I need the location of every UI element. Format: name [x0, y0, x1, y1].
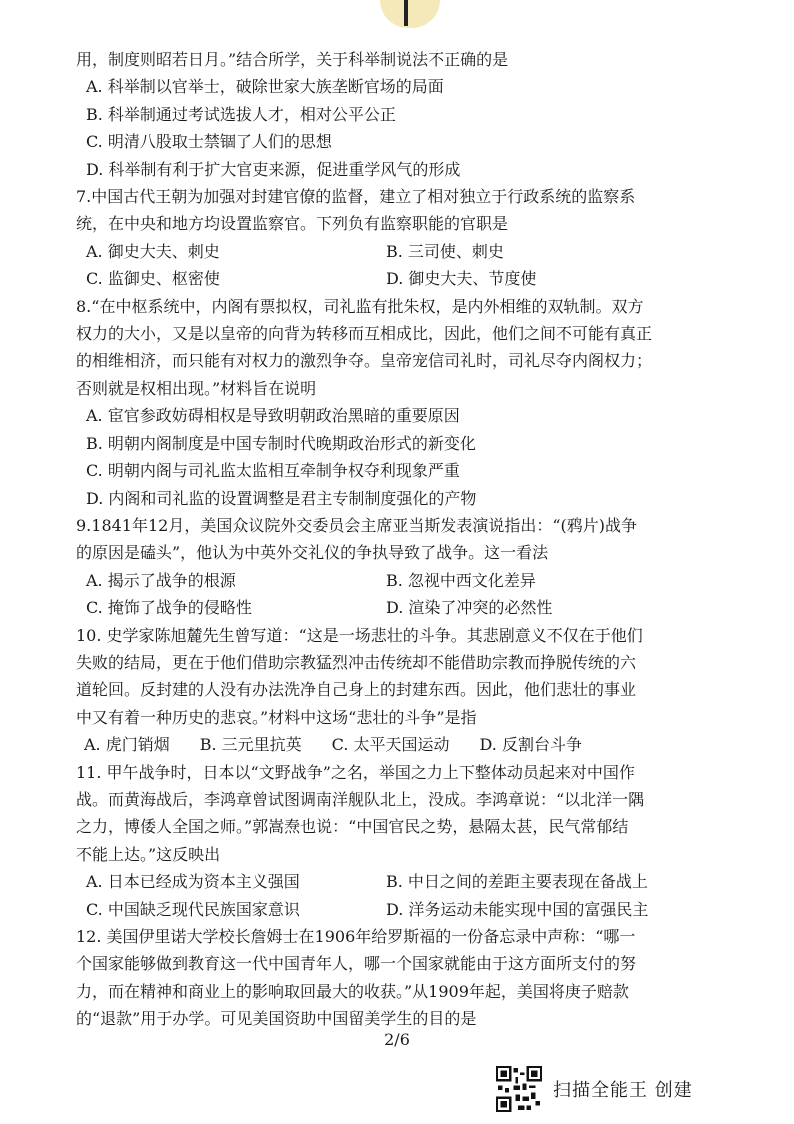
q8-stem-line: 8.“在中枢系统中，内阁有票拟权，司礼监有批朱权，是内外相维的双轨制。双方: [76, 296, 644, 316]
q10-options-row: [76, 731, 716, 758]
scan-mark: [404, 0, 408, 26]
q10-stem-line: 中又有着一种历史的悲哀。”材料中这场“悲壮的斗争”是指: [76, 707, 477, 727]
q11-option-d: D. 洋务运动未能实现中国的富强民主: [386, 899, 649, 919]
q9-options-row: [76, 594, 716, 621]
q6-option-a: A. 科举制以官举士，破除世家大族垄断官场的局面: [86, 77, 444, 97]
q10-option-b: B. 三元里抗英: [199, 735, 302, 755]
q8-stem-line: 否则就是权相出现。”材料旨在说明: [76, 378, 317, 398]
q12-stem-line: 力，而在精神和商业上的影响取回最大的收获。”从1909年起，美国将庚子赔款: [76, 981, 629, 1001]
q11-stem-line: 之力，博倭人全国之师。”郭嵩焘也说：“中国官民之势，悬隔太甚，民气常郁结: [76, 817, 629, 837]
q9-option-d: D. 渲染了冲突的必然性: [386, 598, 553, 618]
q11-options-row: [76, 896, 716, 923]
q9-option-c: C. 掩饰了战争的侵略性: [86, 598, 252, 618]
q6-option-b: B. 科举制通过考试选拔人才，相对公平公正: [86, 104, 396, 124]
q10-option-c: C. 太平天国运动: [331, 735, 450, 755]
question-6: [76, 46, 716, 183]
q11-option-b: B. 中日之间的差距主要表现在备战上: [386, 872, 648, 892]
q11-stem-line: 战。而黄海战后，李鸿章曾试图调南洋舰队北上，没成。李鸿章说：“以北洋一隅: [76, 789, 645, 809]
q11-stem-line: 11. 甲午战争时，日本以“文野战争”之名，举国之力上下整体动员起来对中国作: [76, 762, 635, 782]
q8-option-d: D. 内阁和司礼监的设置调整是君主专制制度强化的产物: [86, 488, 477, 508]
q8-stem-line: 的相维相济，而只能有对权力的激烈争夺。皇帝宠信司礼时，司礼尽夺内阁权力；: [76, 351, 653, 371]
q9-stem-line: 的原因是磕头”，他认为中英外交礼仪的争执导致了战争。这一看法: [76, 543, 549, 563]
q7-option-c: C. 监御史、枢密使: [86, 269, 220, 289]
exam-page: [76, 46, 716, 1033]
q8-option-b: B. 明朝内阁制度是中国专制时代晚期政治形式的新变化: [86, 433, 476, 453]
q8-option-c: C. 明朝内阁与司礼监太监相互牵制争权夺利现象严重: [86, 461, 460, 481]
q10-stem-line: 失败的结局，更在于他们借助宗教猛烈冲击传统却不能借助宗教而挣脱传统的六: [76, 652, 637, 672]
q9-option-b: B. 忽视中西文化差异: [386, 570, 536, 590]
q6-option-d: D. 科举制有利于扩大官吏来源，促进重学风气的形成: [86, 159, 461, 179]
q6-stem-tail: 用，制度则昭若日月。”结合所学，关于科举制说法不正确的是: [76, 50, 509, 69]
scan-smudge: [380, 0, 440, 28]
page-number: 2/6: [384, 1030, 410, 1049]
question-11: [76, 759, 716, 923]
q12-stem-line: 12. 美国伊里诺大学校长詹姆士在1906年给罗斯福的一份备忘录中声称：“哪一: [76, 927, 636, 946]
qr-code-icon: [496, 1066, 542, 1112]
question-10: [76, 622, 716, 759]
q10-option-a: A. 虎门销烟: [84, 735, 170, 755]
q7-options-row: [76, 265, 716, 292]
q10-option-d: D. 反割台斗争: [479, 735, 582, 755]
q7-stem-line: 7.中国古代王朝为加强对封建官僚的监督，建立了相对独立于行政系统的监察系: [76, 187, 636, 207]
q7-option-b: B. 三司使、刺史: [386, 241, 504, 261]
question-12: [76, 923, 716, 1033]
q11-stem-line: 不能上达。”这反映出: [76, 844, 221, 864]
q7-options-row: [76, 238, 716, 265]
q8-option-a: A. 宦官参政妨碍相权是导致明朝政治黑暗的重要原因: [86, 406, 460, 426]
q10-stem-line: 道轮回。反封建的人没有办法洗净自己身上的封建东西。因此，他们悲壮的事业: [76, 680, 637, 700]
q11-option-c: C. 中国缺乏现代民族国家意识: [86, 899, 300, 919]
question-8: [76, 293, 716, 512]
q10-stem-line: 10. 史学家陈旭麓先生曾写道：“这是一场悲壮的斗争。其悲剧意义不仅在于他们: [76, 625, 643, 645]
q7-stem-line: 统，在中央和地方均设置监察官。下列负有监察职能的官职是: [76, 214, 509, 234]
q8-stem-line: 权力的大小，又是以皇帝的向背为转移而互相成比，因此，他们之间不可能有真正: [76, 324, 653, 344]
scanner-watermark: 扫描全能王 创建: [553, 1080, 693, 1101]
question-9: [76, 512, 716, 622]
question-7: [76, 183, 716, 293]
q12-stem-line: 个国家能够做到教育这一代中国青年人，哪一个国家就能由于这方面所支付的努: [76, 954, 637, 974]
q7-option-d: D. 御史大夫、节度使: [386, 269, 537, 289]
q7-option-a: A. 御史大夫、刺史: [86, 241, 220, 261]
q9-stem-line: 9.1841年12月，美国众议院外交委员会主席亚当斯发表演说指出：“(鸦片)战争: [76, 515, 638, 535]
q9-options-row: [76, 567, 716, 594]
q12-stem-line: 的“退款”用于办学。可见美国资助中国留美学生的目的是: [76, 1009, 477, 1029]
q11-option-a: A. 日本已经成为资本主义强国: [86, 872, 300, 892]
q11-options-row: [76, 868, 716, 895]
q9-option-a: A. 揭示了战争的根源: [86, 570, 236, 590]
q6-option-c: C. 明清八股取士禁锢了人们的思想: [86, 132, 332, 152]
